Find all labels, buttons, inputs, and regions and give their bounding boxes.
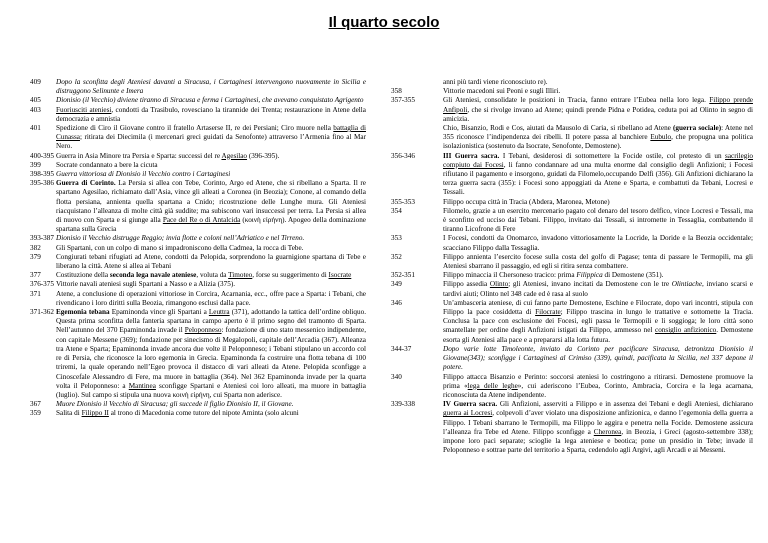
entry-text-part: , colpevoli d’aver violato una disposizione anfizionica, e danno l’egemonia della guerra a Filippo. I Tebani sbarrano le Termopili, ma Filippo le aggira e penetra nella Focide. Demostene assicura l’alleanza fra Tebe ed Atene. Filippo sconfigge a [443,409,753,436]
timeline-entry [387,253,768,271]
entry-text [56,170,366,179]
timeline-entry [0,290,386,308]
entry-year: 379 [30,252,41,261]
timeline-entry [387,271,768,280]
entry-text-part: Mantinea [128,381,156,390]
timeline-entry [387,345,768,373]
entry-year: 393-387 [30,234,54,243]
entry-text [56,253,366,271]
entry-text-part: lega delle leghe [467,381,518,390]
entry-text-part: Filippo occupa città in Tracia (Abdera, Maronea, Metone) [443,197,610,206]
entry-text-part: Spedizione di Ciro il Giovane contro il fratello Artaserse II, re dei Persiani; Ciro muore nella [56,124,334,133]
entry-text-part: IV Guerra sacra. [443,400,498,409]
entry-text-part: Vittorie macedoni sui Peoni e sugli Illiri. [443,87,561,96]
timeline-entry [0,106,386,124]
timeline-entry [0,409,386,418]
entry-year: 339-338 [391,400,415,409]
entry-text-part: Filippo attacca Bisanzio e Perinto: soccorsi ateniesi lo costringono a ritirarsi. Demostene promuove la prima « [443,372,753,390]
entry-text [56,106,366,124]
entry-text [443,152,753,198]
entry-year: 409 [30,78,41,86]
entry-text-part: Filocrate [535,308,561,317]
entry-year: 399 [30,160,41,169]
entry-text-part: Peloponneso [184,326,222,335]
entry-text [443,124,753,152]
entry-text-part: Dopo la sconfitta degli Ateniesi davanti a Siracusa, i Cartaginesi intervengono nuovamente in Sicilia e distruggono Selinunte e Imera [56,78,366,96]
entry-text-part: Muore Dionisio il Vecchio di Siracusa; gli succede il figlio Dionisio II, il Giovane. [56,400,294,409]
entry-text-part: Dionisio il Vecchio distrugge Reggio; invia flotte e coloni nell’Adriatico e nel Tirreno. [56,234,305,243]
entry-text-part: , forse su suggerimento di [252,271,329,280]
entry-year: 344-37 [391,344,412,353]
entry-text-part: , che propugna una politica isolazionistica (sostenuto da Isocrate, Senofonte, Demostene). [443,133,753,151]
timeline-entry [387,198,768,207]
entry-text [443,345,753,373]
timeline-entry [387,299,768,345]
entry-year: 371 [30,289,41,298]
entry-text-part: Congiurati tebani rifugiati ad Atene, condotti da Pelopida, sorprendono la guarnigione spartana di Tebe e liberano la città. Atene si allea ai Tebani [56,252,366,271]
timeline-entry [0,124,386,152]
entry-text-part: Guerra vittoriosa di Dionisio il Vecchio contro i Cartaginesi [56,170,231,179]
entry-year: 376-375 [30,280,54,289]
entry-text-part: ; gli Ateniesi, invano incitati da Demostene con le tre [508,280,672,289]
entry-text-part: . Demostene esorta gli Ateniesi alla pace e a prepararsi alla lotta futura. [443,326,753,344]
entry-text-part: Filippica [576,271,603,280]
entry-text [56,308,366,400]
entry-text-part: : Atene nel 355 riconosce l’indipendenza dei ribelli. Il potere passa al banchiere [443,124,753,142]
entry-text [443,198,753,207]
timeline-entry [387,152,768,198]
entry-text-part: (371), adottando la tattica dell’ordine obliquo. Questa prima sconfitta della fanteria spartana in campo aperto è il primo segno del tramonto di Sparta. Nell’autunno del 370 Epaminonda invade il [56,308,367,335]
timeline-entry [0,179,386,234]
entry-text-part: Guerra in Asia Minore tra Persia e Sparta: successi del re [56,151,222,160]
entry-text [56,179,366,234]
timeline-entry [0,170,386,179]
entry-text-part: (guerra sociale) [673,124,722,133]
entry-text [56,409,366,418]
entry-text [56,124,366,152]
entry-text-part: , condotti da Trasibulo, rovesciano la tirannide dei Trenta; restaurazione in Atene della democrazia e amnistia [56,105,366,123]
entry-text [56,78,366,96]
entry-text-part: , in Beozia, i Greci (agosto-settembre 338); impone loro paci separate; scioglie la lega ateniese e beotica; pone un presidio in Tebe; invade il Peloponneso e sottrae parte del territorio a Sparta, cedendolo agli Argivi, agli Arcadi e ai Messeni. [443,427,754,455]
entry-text [443,280,753,298]
entry-year: 357-355 [391,96,415,105]
timeline-entry [0,244,386,253]
entry-text-part: di Demostene (351). [602,271,664,280]
entry-year: 400-395 [30,151,54,160]
timeline-entry [0,280,386,289]
timeline-entry [0,308,386,400]
entry-text-part: Olinto [489,280,509,289]
entry-year: 354 [391,206,402,215]
entry-text-part: , voluta da [196,271,229,280]
entry-text-part: Olintiache [671,280,703,289]
entry-text [443,78,753,87]
entry-year: 340 [391,372,402,381]
entry-text-part: sconfigge Spartani e Ateniesi coi loro alleati, ma muore in battaglia (luglio). Sul campo si stipula una nuova κοινὴ εἰρήνη, cui Sparta non aderisce. [56,381,366,399]
timeline-entry [0,234,386,243]
timeline-entry [387,400,768,455]
entry-text [443,207,753,235]
entry-text [443,373,753,401]
timeline-entry [387,373,768,401]
entry-text-part: seconda lega navale ateniese [109,271,197,280]
entry-year: 403 [30,105,41,114]
entry-text-part: Un’ambasceria ateniese, di cui fanno parte Demostene, Eschine e Filocrate, dopo vari incontri, stipula con Filippo la pace cosiddetta di [443,298,753,317]
entry-year: 356-346 [391,151,415,160]
entry-text-part: Chio, Bisanzio, Rodi e Cos, aiutati da Mausolo di Caria, si ribellano ad Atene [443,124,674,133]
entry-year: 352-351 [391,271,415,280]
entry-text-part: ; ritirata dei Diecimila (i mercenari greci guidati da Senofonte) attraverso l’Armenia fino al Mar Nero. [56,133,366,151]
page-title: Il quarto secolo [328,14,440,31]
entry-text-part: , che si rivolge invano ad Atene; quindi prende Pidna e Potidea, ceduta poi ad Olinto in segno di amicizia. [443,105,753,123]
entry-text [56,161,366,170]
entry-year: 352 [391,252,402,261]
entry-text-part: Dopo varie lotte Timoleonte, inviato da Corinto per pacificare Siracusa, detronizza Dionisio il Giovane(343); sconfigge i Cartaginesi al Crimiso (339), quindi, pacificata la Sicilia, nel 337 depone il potere. [443,344,753,372]
entry-text-part: (396-395). [247,151,280,160]
entry-text-part: Egemonia tebana [56,308,110,317]
entry-year: 405 [30,96,41,105]
entry-text-part: consiglio anfizionico [655,326,717,335]
entry-year: 346 [391,298,402,307]
entry-text-part: III Guerra sacra. [443,151,500,160]
entry-text-part: Epaminonda vince gli Spartani a [109,308,209,317]
entry-year: 377 [30,271,41,280]
timeline-entry [0,253,386,271]
timeline-entry [0,161,386,170]
entry-text-part: Filippo II [81,409,109,418]
entry-year: 349 [391,280,402,289]
entry-text-part: Cheronea [593,427,622,436]
entry-text [443,400,753,455]
entry-text-part: », cui aderiscono l’Eubea, Corinto, Ambracia, Corcira e la lega acarnana, riconosciuta da Atene indipendente. [443,381,753,399]
entry-text-part: Salita di [56,409,82,418]
entry-year: 398-395 [30,170,54,179]
entry-text-part: Gli Ateniesi, consolidate le posizioni in Tracia, fanno entrare l’Eubea nella loro lega. [443,96,710,105]
timeline-entry [0,400,386,409]
entry-text-part: Filippo minaccia il Chersoneso tracico: prima [443,271,577,280]
entry-text [56,271,366,280]
entry-text-part: Guerra di Corinto. [56,179,116,188]
entry-text-part: Dionisio (il Vecchio) diviene tiranno di Siracusa e ferma i Cartaginesi, che avevano conquistato Agrigento [56,96,364,105]
timeline-entry [387,78,768,87]
entry-year: 359 [30,409,41,418]
left-column [0,78,386,419]
entry-text-part: Filippo annienta l’esercito focese sulla costa del golfo di Pagase; tenta di passare le Termopili, ma gli Ateniesi sbarrano il passaggio, ed egli si ritira senza combattere. [443,252,753,271]
entry-text-part: Costituzione della [56,271,110,280]
entry-text-part: Pace del Re o di Antalcida [162,216,241,225]
entry-text-part: Gli Spartani, con un colpo di mano si impadroniscono della Cadmea, la rocca di Tebe. [56,243,304,252]
timeline-entry [0,96,386,105]
entry-text-part: ; Filippo trascina in lungo le trattative e sottomette la Tracia. Conclusa la pace con esclusione dei Focesi, egli passa le Termopili e li soggioga; le loro città sono smantellate per ordine degli Anfizioni istigati da Filippo, ammesso nel [443,308,753,335]
entry-year: 382 [30,243,41,252]
entry-text-part: , inviano scarsi e tardivi aiuti; Olinto nel 348 cade ed è rasa al suolo [443,280,753,298]
entry-text-part: Gli Anfizioni, asserviti a Filippo e in assenza dei Tebani e degli Ateniesi, dichiarano [497,400,754,409]
entry-text-part: Filomelo, grazie a un esercito mercenario pagato col denaro del tesoro delfico, vince Locresi e Tessali, ma è sconfitto ed ucciso dai Tebani. Filippo, invitato dai Tessali, si intromette in Tessaglia, combattendo il tiranno Licofrone di Fere [443,206,753,234]
timeline-entry [0,78,386,96]
entry-text [443,271,753,280]
timeline-entry [387,234,768,252]
entry-year: 355-353 [391,197,415,206]
entry-text-part: battaglia di Cunassa [56,124,366,142]
entry-text-part: , li fanno condannare ad una multa enorme dal consiglio degli Anfizioni; i Focesi rifiutano il pagamento e insorgono, guidati da Filomelo,occupando Delfi (356). Gli Anfizioni dichiarano la terza guerra sacra (355): i Focesi sono appoggiati da Atene e Sparta, e combattuti da Tebani, Locresi e Tessali. [443,160,753,197]
entry-year: 353 [391,234,402,243]
entry-text-part: I Focesi, condotti da Onomarco, invadono vittoriosamente la Locride, la Doride e la Beozia occidentale; scacciano Filippo dalla Tessaglia. [443,234,753,252]
entry-text-part: Fuoriusciti ateniesi [56,105,112,114]
entry-year: 395-386 [30,179,54,188]
entry-text [443,299,753,345]
entry-text [56,152,366,161]
entry-text-part: Agesilao [221,151,248,160]
entry-text [56,96,366,105]
entry-text [443,96,753,124]
timeline-entry [387,207,768,235]
entry-text-part: Vittorie navali ateniesi sugli Spartani a Nasso e a Alizia (375). [56,280,236,289]
entry-text [56,400,366,409]
timeline-entry [0,271,386,280]
entry-text-part: I Tebani, desiderosi di sottomettere la Focide ostile, col pretesto di un [499,151,726,160]
entry-text-part: La Persia si allea con Tebe, Corinto, Argo ed Atene, che si ribellano a Sparta. Il re spartano Agesilao, richiamato dall’Asia, vince gli alleati a Coronea (in Beozia); Conone, al comando della flotta persiana, annienta quella spartana a Cnido; ricostruzione delle Lunghe mura. Gli Ateniesi riacquistano l’alleanza di molte città già suddite; ma subiscono vari insuccessi per terra. La Persia si allea di nuovo con Sparta e si giunge alla [56,179,366,225]
entry-text-part: Atene, a conclusione di operazioni vittoriose in Corcira, Acarnania, ecc., offre pace a Sparta: i Tebani, che rivendicano i loro diritti sulla Beozia, rimangono esclusi dalla pace. [56,289,366,307]
entry-text-part: : fondazione di uno stato messenico indipendente, con capitale Messene (369); fondazione per sinecismo di Megalopoli, capitale dell’Arcadia (367). Alleanza tra Atene e Sparta; Epaminonda invade ancora due volte il Peloponneso; i Tebani stipulano un accordo col re di Persia, che riconosce la loro egemonia in Grecia. Epaminonda fa costruire una flotta tebana di 100 triremi, la quale operando nell’Egeo provoca il distacco di vari alleati da Atene. Pelopida sconfigge a Cinoscefale Alessandro di Fere, ma muore in battaglia (364). Nel 362 Epaminonda invade per la quarta volta il Peloponneso: a [56,326,366,390]
entry-text-part: sacrilegio compiuto dai Focesi [443,151,753,169]
entry-text [443,253,753,271]
entry-text-part: Leuttra [208,308,230,317]
entry-text-part: Filippo prende Anfipoli [443,96,753,114]
entry-text [56,290,366,308]
timeline-entry [387,124,768,152]
entry-text-part: (κοινὴ εἰρήνη). Apogeo della dominazione spartana sulla Grecia [56,216,366,234]
entry-text [56,280,366,289]
entry-text-part: Isocrate [328,271,352,280]
timeline-entry [387,280,768,298]
entry-text-part: guerra ai Locresi [443,409,493,418]
timeline-entry [0,152,386,161]
entry-year: 401 [30,124,41,133]
timeline-entry [387,87,768,96]
timeline-entry [387,96,768,124]
entry-text [443,87,753,96]
entry-text [56,234,366,243]
entry-text [443,234,753,252]
right-column [387,78,768,455]
entry-text-part: Eubulo [650,133,672,142]
entry-year: 367 [30,400,41,409]
entry-text-part: anni più tardi viene riconosciuto re). [443,78,548,86]
entry-text-part: Filippo assedia [443,280,490,289]
entry-year: 371-362 [30,308,54,317]
entry-text [56,244,366,253]
entry-text-part: Socrate condannato a bere la cicuta [56,160,158,169]
entry-text-part: Timoteo [228,271,253,280]
entry-text-part: al trono di Macedonia come tutore del nipote Aminta (solo alcuni [108,409,299,418]
entry-year: 358 [391,87,402,96]
